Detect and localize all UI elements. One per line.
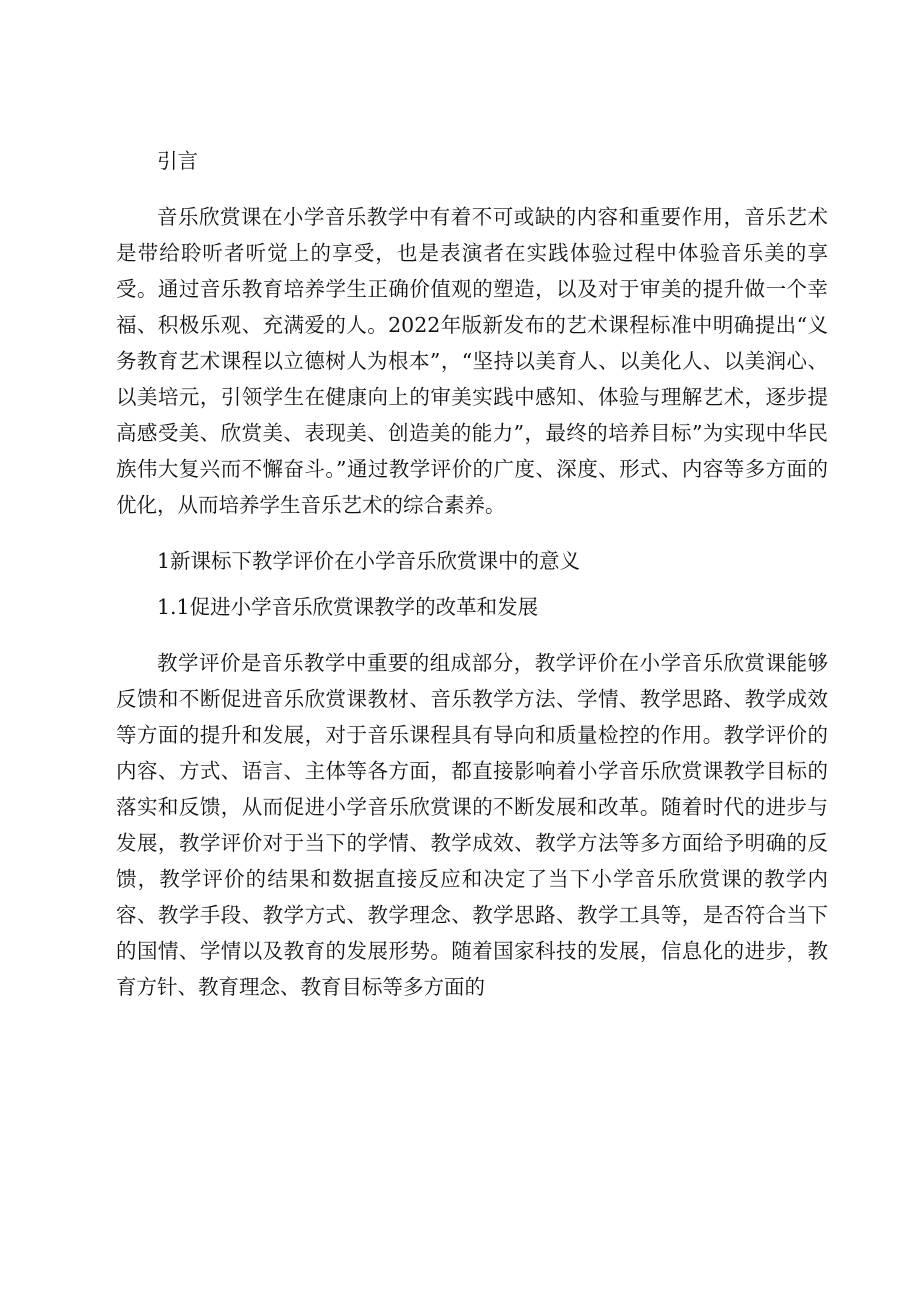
section-1-1-heading: 1.1促进小学音乐欣赏课教学的改革和发展 bbox=[157, 595, 539, 619]
document-body bbox=[116, 143, 828, 1005]
section-1-heading: 1新课标下教学评价在小学音乐欣赏课中的意义 bbox=[157, 549, 581, 573]
intro-paragraph: 音乐欣赏课在小学音乐教学中有着不可或缺的内容和重要作用，音乐艺术是带给聆听者听觉上的享受，也是表演者在实践体验过程中体验音乐美的享受。通过音乐教育培养学生正确价值观的塑造，以及对于审美的提升做一个幸福、积极乐观、充满爱的人。2022年版新发布的艺术课程标准中明确提出“义务教育艺术课程以立德树人为根本”，“坚持以美育人、以美化人、以美润心、以美培元，引领学生在健康向上的审美实践中感知、体验与理解艺术，逐步提高感受美、欣赏美、表现美、创造美的能力”，最终的培养目标”为实现中华民族伟大复兴而不懈奋斗。”通过教学评价的广度、深度、形式、内容等多方面的优化，从而培养学生音乐艺术的综合素养。 bbox=[116, 205, 828, 517]
section-1-1-paragraph: 教学评价是音乐教学中重要的组成部分，教学评价在小学音乐欣赏课能够反馈和不断促进音乐欣赏课教材、音乐教学方法、学情、教学思路、教学成效等方面的提升和发展，对于音乐课程具有导向和质量检控的作用。教学评价的内容、方式、语言、主体等各方面，都直接影响着小学音乐欣赏课教学目标的落实和反馈，从而促进小学音乐欣赏课的不断发展和改革。随着时代的进步与发展，教学评价对于当下的学情、教学成效、教学方法等多方面给予明确的反馈，教学评价的结果和数据直接反应和决定了当下小学音乐欣赏课的教学内容、教学手段、教学方式、教学理念、教学思路、教学工具等，是否符合当下的国情、学情以及教育的发展形势。随着国家科技的发展，信息化的进步，教育方针、教育理念、教育目标等多方面的 bbox=[116, 651, 828, 999]
intro-heading: 引言 bbox=[157, 149, 198, 173]
